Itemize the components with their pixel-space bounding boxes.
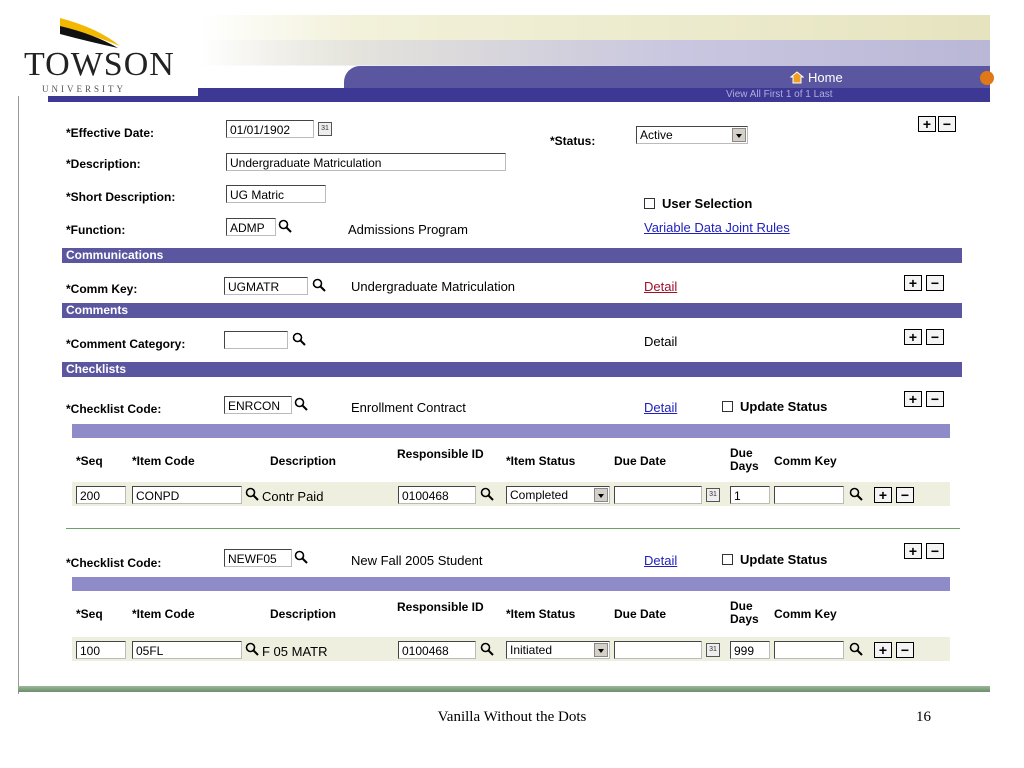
search-icon[interactable] (244, 486, 260, 502)
page-number: 16 (916, 709, 931, 725)
col-item-code: *Item Code (132, 607, 195, 621)
due-days-input[interactable]: 999 (730, 641, 770, 659)
add-row-button[interactable]: + (904, 329, 922, 345)
add-row-button[interactable]: + (904, 275, 922, 291)
seq-input[interactable]: 100 (76, 641, 126, 659)
short-description-input[interactable]: UG Matric (226, 185, 326, 203)
slide-title: Vanilla Without the Dots (437, 709, 587, 725)
grid-header-bar (72, 424, 950, 438)
responsible-id-input[interactable]: 0100468 (398, 486, 476, 504)
section-checklists: Checklists (62, 362, 962, 377)
checklist-detail-link[interactable]: Detail (644, 553, 678, 568)
item-code-input[interactable]: CONPD (132, 486, 242, 504)
description-label: *Description: (66, 157, 141, 171)
update-status-label: Update Status (740, 399, 828, 414)
item-description: F 05 MATR (262, 644, 328, 659)
delete-row-button[interactable]: − (926, 543, 944, 559)
item-status-select[interactable] (506, 641, 610, 659)
function-label: *Function: (66, 223, 126, 237)
col-comm-key: Comm Key (774, 607, 837, 621)
add-row-button[interactable]: + (918, 116, 936, 132)
seq-input[interactable]: 200 (76, 486, 126, 504)
update-status-label: Update Status (740, 552, 828, 567)
home-label: Home (808, 70, 843, 85)
comm-key-description: Undergraduate Matriculation (351, 279, 516, 294)
function-description: Admissions Program (348, 222, 468, 237)
search-icon[interactable] (311, 277, 327, 293)
add-row-button[interactable]: + (874, 487, 892, 503)
due-date-input[interactable] (614, 486, 702, 504)
logo-subtitle: UNIVERSITY (42, 84, 126, 94)
comm-key-input[interactable] (774, 641, 844, 659)
window-bottom-bar (18, 686, 990, 692)
chevron-down-icon (594, 643, 608, 657)
function-input[interactable]: ADMP (226, 218, 276, 236)
comm-key-input[interactable] (774, 486, 844, 504)
col-responsible-id: Responsible ID (397, 600, 484, 614)
home-icon (790, 71, 804, 84)
comm-key-input[interactable]: UGMATR (224, 277, 308, 295)
comm-key-label: *Comm Key: (66, 282, 138, 296)
calendar-icon[interactable]: 31 (706, 643, 720, 657)
update-status-checkbox[interactable] (722, 401, 733, 412)
item-status-value: Initiated (510, 643, 553, 657)
item-code-input[interactable]: 05FL (132, 641, 242, 659)
add-row-button[interactable]: + (904, 543, 922, 559)
due-date-input[interactable] (614, 641, 702, 659)
delete-row-button[interactable]: − (926, 391, 944, 407)
comment-detail-text: Detail (644, 334, 678, 349)
search-icon[interactable] (848, 486, 864, 502)
col-seq: *Seq (76, 454, 103, 468)
col-item-code: *Item Code (132, 454, 195, 468)
section-communications: Communications (62, 248, 962, 263)
home-link[interactable] (790, 70, 843, 85)
add-row-button[interactable]: + (874, 642, 892, 658)
add-row-button[interactable]: + (904, 391, 922, 407)
short-description-label: *Short Description: (66, 190, 176, 204)
checklist-code-label: *Checklist Code: (66, 402, 162, 416)
checklist-description: New Fall 2005 Student (351, 553, 483, 568)
effective-date-input[interactable]: 01/01/1902 (226, 120, 314, 138)
delete-row-button[interactable]: − (896, 642, 914, 658)
chevron-down-icon (594, 488, 608, 502)
col-seq: *Seq (76, 607, 103, 621)
comment-category-label: *Comment Category: (66, 337, 186, 351)
col-due-days: Due Days (730, 446, 759, 473)
divider (66, 528, 960, 529)
checklist-detail-link[interactable]: Detail (644, 400, 678, 415)
search-icon[interactable] (293, 396, 309, 412)
col-item-status: *Item Status (506, 607, 576, 621)
search-icon[interactable] (848, 641, 864, 657)
update-status-checkbox[interactable] (722, 554, 733, 565)
search-icon[interactable] (293, 549, 309, 565)
calendar-icon[interactable]: 31 (318, 122, 332, 136)
effective-date-label: *Effective Date: (66, 126, 155, 140)
col-description: Description (270, 454, 337, 468)
search-icon[interactable] (244, 641, 260, 657)
search-icon[interactable] (291, 331, 307, 347)
grid-header-bar (72, 577, 950, 591)
checklist-description: Enrollment Contract (351, 400, 466, 415)
help-icon[interactable] (980, 71, 994, 85)
university-logo (18, 12, 198, 96)
col-item-status: *Item Status (506, 454, 576, 468)
search-icon[interactable] (277, 218, 293, 234)
user-selection-label: User Selection (662, 196, 753, 211)
comm-detail-link[interactable]: Detail (644, 279, 678, 294)
app-frame (18, 12, 1024, 694)
col-due-date: Due Date (614, 607, 667, 621)
item-status-value: Completed (510, 488, 569, 502)
delete-row-button[interactable]: − (926, 275, 944, 291)
item-description: Contr Paid (262, 489, 324, 504)
nav-text[interactable]: View All First 1 of 1 Last (726, 89, 833, 100)
responsible-id-input[interactable]: 0100468 (398, 641, 476, 659)
variable-data-joint-rules-link[interactable]: Variable Data Joint Rules (644, 220, 790, 235)
status-select[interactable] (636, 126, 748, 144)
col-due-date: Due Date (614, 454, 667, 468)
item-status-select[interactable] (506, 486, 610, 504)
header-banner-shade (200, 40, 990, 66)
col-description: Description (270, 607, 337, 621)
search-icon[interactable] (479, 641, 495, 657)
description-input[interactable]: Undergraduate Matriculation (226, 153, 506, 171)
section-comments: Comments (62, 303, 962, 318)
checklist-code-label: *Checklist Code: (66, 556, 162, 570)
search-icon[interactable] (479, 486, 495, 502)
calendar-icon[interactable]: 31 (706, 488, 720, 502)
checklist-code-input[interactable]: ENRCON (224, 396, 292, 414)
checklist-code-input[interactable]: NEWF05 (224, 549, 292, 567)
col-comm-key: Comm Key (774, 454, 837, 468)
chevron-down-icon (732, 128, 746, 142)
delete-row-button[interactable]: − (938, 116, 956, 132)
logo-swoosh-icon (58, 14, 148, 48)
delete-row-button[interactable]: − (896, 487, 914, 503)
logo-wordmark: TOWSON (24, 46, 175, 83)
home-bar (344, 66, 990, 88)
status-value: Active (640, 128, 673, 142)
col-responsible-id: Responsible ID (397, 447, 484, 461)
delete-row-button[interactable]: − (926, 329, 944, 345)
status-label: *Status: (550, 134, 596, 148)
col-due-days: Due Days (730, 599, 759, 626)
due-days-input[interactable]: 1 (730, 486, 770, 504)
user-selection-checkbox[interactable] (644, 198, 655, 209)
comment-category-input[interactable] (224, 331, 288, 349)
